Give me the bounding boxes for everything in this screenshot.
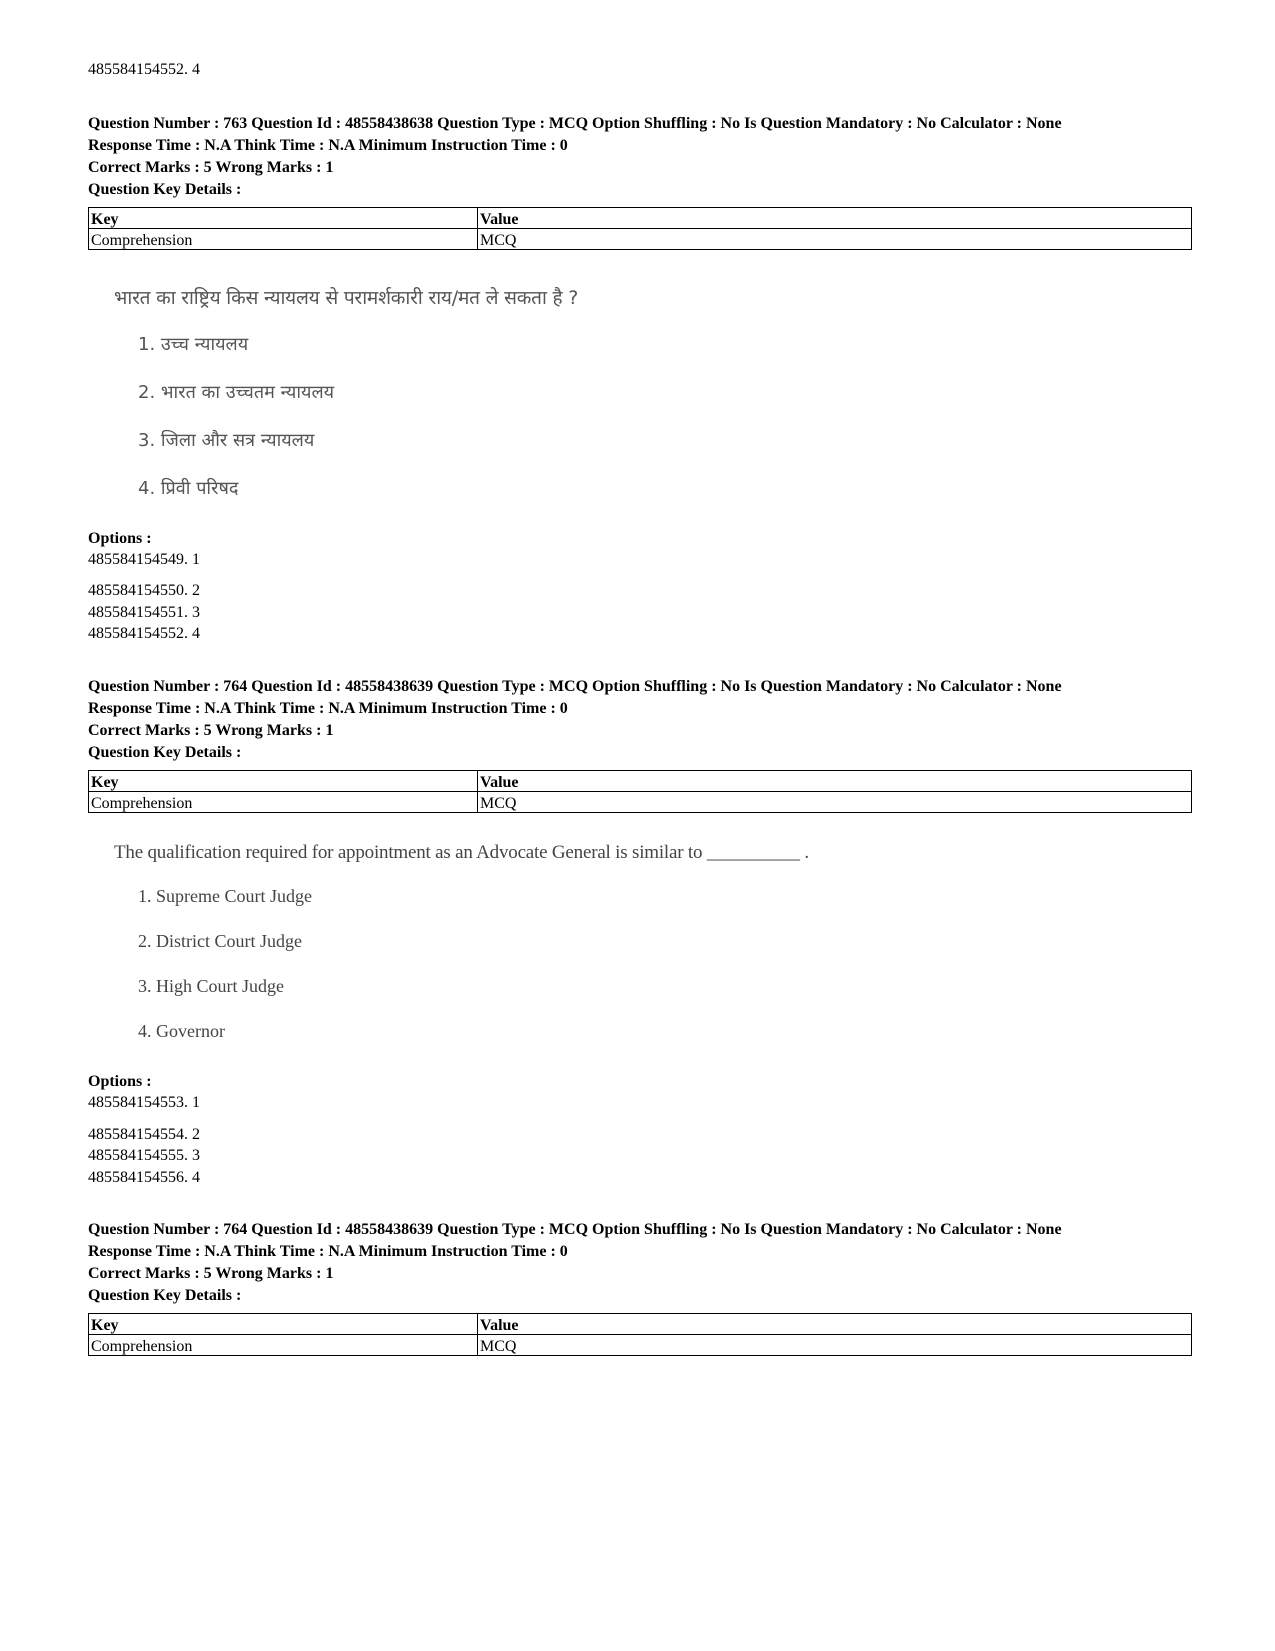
value-cell: MCQ [478,1335,1192,1356]
key-cell: Comprehension [89,1335,478,1356]
question-key-table [88,1313,1192,1356]
question-key-table [88,207,1192,250]
question-meta-line: Question Number : 763 Question Id : 48558438638 Question Type : MCQ Option Shuffling : No Is Question Mandatory : No Calculator : None [88,115,1062,132]
value-header: Value [478,1314,1192,1335]
value-header: Value [478,771,1192,792]
options-label: Options : [88,530,152,547]
option-id: 485584154555. 3 [88,1147,200,1164]
question-stem: भारत का राष्ट्रिय किस न्यायलय से परामर्शकारी राय/मत ले सकता है ? [114,287,579,309]
question-choice: 2. भारत का उच्चतम न्यायलय [138,382,335,403]
question-marks-line: Correct Marks : 5 Wrong Marks : 1 [88,159,334,176]
question-image [114,842,874,1042]
question-choice: 4. Governor [138,1021,225,1041]
question-image [114,284,634,506]
option-id: 485584154552. 4 [88,625,200,642]
option-id: 485584154549. 1 [88,551,200,568]
option-id: 485584154550. 2 [88,582,200,599]
question-timing-line: Response Time : N.A Think Time : N.A Minimum Instruction Time : 0 [88,137,568,154]
key-cell: Comprehension [89,229,478,250]
question-meta-line: Question Number : 764 Question Id : 48558438639 Question Type : MCQ Option Shuffling : No Is Question Mandatory : No Calculator : None [88,678,1062,695]
previous-option-id: 485584154552. 4 [88,61,200,78]
option-id: 485584154554. 2 [88,1126,200,1143]
question-key-details-label: Question Key Details : [88,1287,242,1304]
question-meta-line: Question Number : 764 Question Id : 48558438639 Question Type : MCQ Option Shuffling : No Is Question Mandatory : No Calculator : None [88,1221,1062,1238]
key-cell: Comprehension [89,792,478,813]
question-key-table [88,770,1192,813]
question-key-details-label: Question Key Details : [88,181,242,198]
options-label: Options : [88,1073,152,1090]
question-choice: 1. Supreme Court Judge [138,886,312,906]
option-id: 485584154553. 1 [88,1094,200,1111]
question-timing-line: Response Time : N.A Think Time : N.A Minimum Instruction Time : 0 [88,1243,568,1260]
option-id: 485584154551. 3 [88,604,200,621]
question-choice: 3. High Court Judge [138,976,284,996]
value-cell: MCQ [478,229,1192,250]
key-header: Key [89,771,478,792]
question-stem: The qualification required for appointment as an Advocate General is similar to __________ . [114,842,809,863]
question-choice: 4. प्रिवी परिषद [138,478,239,499]
question-choice: 2. District Court Judge [138,931,302,951]
key-header: Key [89,208,478,229]
value-header: Value [478,208,1192,229]
question-choice: 1. उच्च न्यायलय [138,334,249,355]
option-id: 485584154556. 4 [88,1169,200,1186]
value-cell: MCQ [478,792,1192,813]
question-marks-line: Correct Marks : 5 Wrong Marks : 1 [88,722,334,739]
key-header: Key [89,1314,478,1335]
question-key-details-label: Question Key Details : [88,744,242,761]
question-choice: 3. जिला और सत्र न्यायलय [138,430,315,451]
question-timing-line: Response Time : N.A Think Time : N.A Minimum Instruction Time : 0 [88,700,568,717]
question-marks-line: Correct Marks : 5 Wrong Marks : 1 [88,1265,334,1282]
